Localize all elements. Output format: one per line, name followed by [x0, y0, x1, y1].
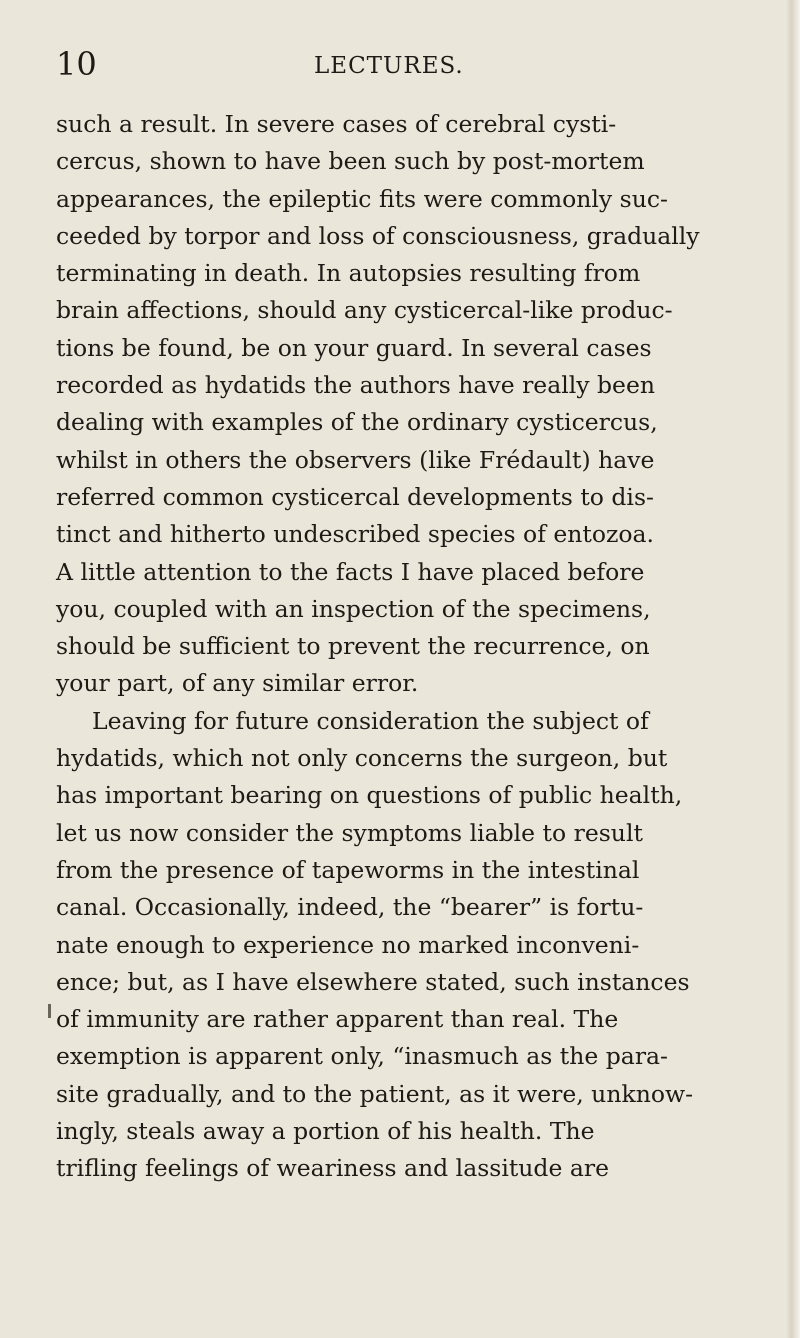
text-line: trifling feelings of weariness and lassitude are [56, 1154, 609, 1183]
margin-mark [48, 1004, 51, 1018]
text-line: ence; but, as I have elsewhere stated, such instances [56, 967, 690, 996]
text-line: appearances, the epileptic fits were commonly suc- [56, 184, 668, 213]
text-line: terminating in death. In autopsies resulting from [56, 259, 641, 288]
text-line: brain affections, should any cysticercal-like produc- [56, 296, 673, 325]
text-line: canal. Occasionally, indeed, the “bearer” is fortu- [56, 893, 644, 922]
body-text [56, 106, 766, 1188]
running-head: LECTURES. [314, 53, 464, 79]
text-line: should be sufficient to prevent the recurrence, on [56, 632, 650, 661]
text-line: whilst in others the observers (like Frédault) have [56, 445, 655, 474]
text-line: has important bearing on questions of public health, [56, 781, 683, 810]
text-line: of immunity are rather apparent than real. The [56, 1005, 619, 1034]
text-line: from the presence of tapeworms in the intestinal [56, 855, 640, 884]
text-line: recorded as hydatids the authors have really been [56, 371, 655, 400]
page-number: 10 [56, 45, 97, 83]
text-line: you, coupled with an inspection of the specimens, [56, 594, 651, 623]
text-line: ingly, steals away a portion of his health. The [56, 1117, 595, 1146]
text-line: exemption is apparent only, “inasmuch as the para- [56, 1042, 668, 1071]
text-line: cercus, shown to have been such by post-mortem [56, 147, 645, 176]
text-line: A little attention to the facts I have placed before [56, 557, 645, 586]
text-line: site gradually, and to the patient, as it were, unknow- [56, 1079, 694, 1108]
text-line: let us now consider the symptoms liable to result [56, 818, 643, 847]
text-line: hydatids, which not only concerns the surgeon, but [56, 744, 668, 773]
text-line: tinct and hitherto undescribed species of entozoa. [56, 520, 654, 549]
text-line: dealing with examples of the ordinary cysticercus, [56, 408, 658, 437]
page-edge [786, 0, 800, 1338]
text-line: ceeded by torpor and loss of consciousness, gradually [56, 221, 700, 250]
page-header [56, 44, 736, 84]
text-line: your part, of any similar error. [56, 669, 419, 698]
paragraph-start-line: Leaving for future consideration the subject of [92, 706, 649, 735]
text-line: such a result. In severe cases of cerebral cysti- [56, 110, 617, 138]
text-line: tions be found, be on your guard. In several cases [56, 333, 652, 362]
text-line: nate enough to experience no marked inconveni- [56, 930, 640, 959]
text-line: referred common cysticercal developments to dis- [56, 482, 654, 511]
